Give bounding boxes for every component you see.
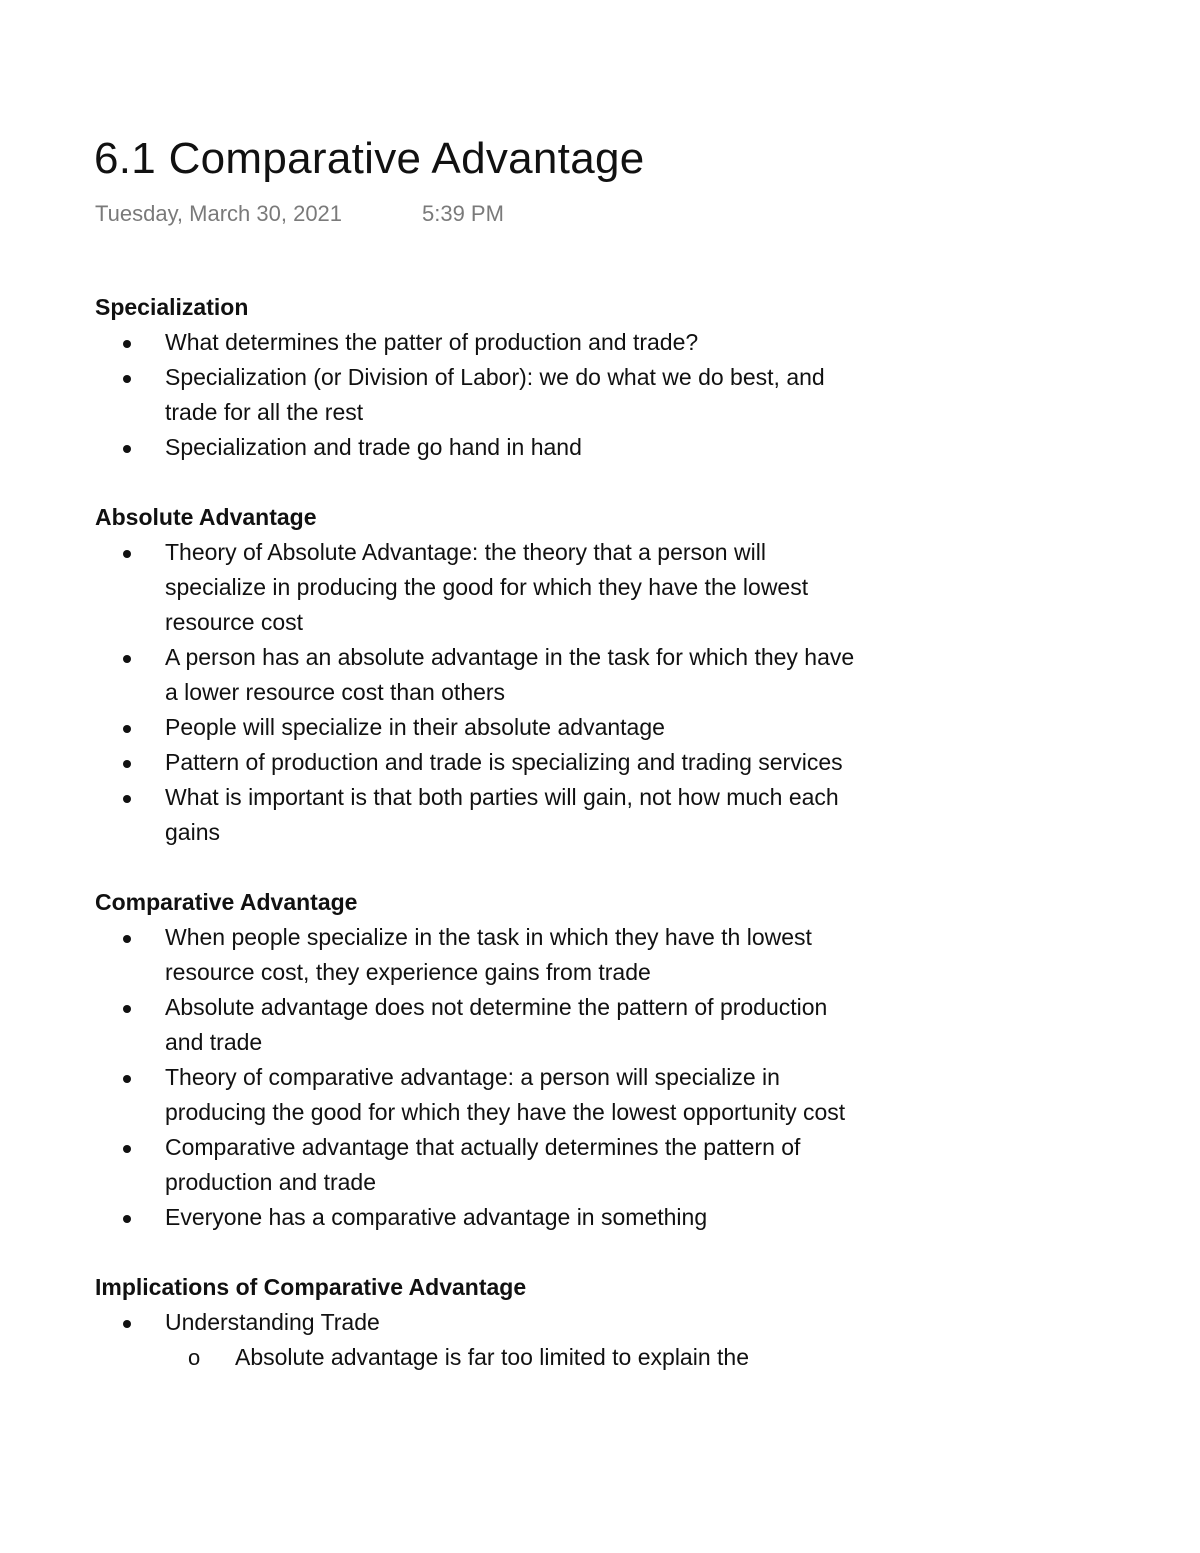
- sub-list-item: [188, 1340, 855, 1375]
- page-title: 6.1 Comparative Advantage: [94, 134, 645, 183]
- note-body: [95, 290, 855, 1410]
- bullet-icon: [123, 1320, 131, 1328]
- section-absolute-advantage: [95, 500, 855, 850]
- bullet-icon: [123, 1075, 131, 1083]
- sub-bullet-list: [165, 1340, 855, 1375]
- page-time: 5:39 PM: [422, 201, 504, 226]
- section-comparative-advantage: [95, 885, 855, 1235]
- bullet-icon: [123, 1005, 131, 1013]
- list-item-text: What is important is that both parties will gain, not how much each gains: [165, 784, 839, 845]
- bullet-list: [95, 325, 855, 465]
- bullet-icon: [123, 795, 131, 803]
- bullet-icon: [123, 760, 131, 768]
- bullet-list: [95, 920, 855, 1235]
- section-implications: [95, 1270, 855, 1375]
- list-item: [165, 1305, 855, 1375]
- list-item-text: What determines the patter of production and trade?: [165, 329, 699, 355]
- list-item-text: Specialization (or Division of Labor): we do what we do best, and trade for all the rest: [165, 364, 825, 425]
- page-timestamp: [95, 200, 504, 228]
- list-item-text: Theory of Absolute Advantage: the theory that a person will specialize in producing the good for which they have the lowest resource cost: [165, 539, 809, 635]
- section-specialization: [95, 290, 855, 465]
- list-item-text: A person has an absolute advantage in the task for which they have a lower resource cost than others: [165, 644, 855, 705]
- list-item: [165, 990, 855, 1060]
- list-item: [165, 360, 855, 430]
- list-item: [165, 920, 855, 990]
- bullet-icon: [123, 655, 131, 663]
- list-item: [165, 780, 855, 850]
- list-item: [165, 535, 855, 640]
- list-item: [165, 325, 855, 360]
- list-item-text: Theory of comparative advantage: a person will specialize in producing the good for which they have the lowest opportunity cost: [165, 1064, 846, 1125]
- list-item: [165, 1200, 855, 1235]
- bullet-icon: [123, 725, 131, 733]
- list-item-text: Specialization and trade go hand in hand: [165, 434, 582, 460]
- list-item-text: When people specialize in the task in which they have th lowest resource cost, they experience gains from trade: [165, 924, 812, 985]
- circle-bullet-icon: o: [188, 1345, 201, 1370]
- section-heading: Implications of Comparative Advantage: [95, 1274, 527, 1300]
- list-item: [165, 710, 855, 745]
- list-item-text: Everyone has a comparative advantage in something: [165, 1204, 708, 1230]
- bullet-icon: [123, 445, 131, 453]
- list-item-text: Absolute advantage does not determine the pattern of production and trade: [165, 994, 828, 1055]
- list-item-text: Comparative advantage that actually determines the pattern of production and trade: [165, 1134, 801, 1195]
- list-item-text: People will specialize in their absolute advantage: [165, 714, 665, 740]
- bullet-icon: [123, 935, 131, 943]
- bullet-icon: [123, 1145, 131, 1153]
- section-heading: Absolute Advantage: [95, 504, 317, 530]
- bullet-icon: [123, 375, 131, 383]
- page-date: Tuesday, March 30, 2021: [95, 201, 343, 226]
- list-item: [165, 640, 855, 710]
- list-item: [165, 430, 855, 465]
- bullet-icon: [123, 340, 131, 348]
- bullet-list: [95, 1305, 855, 1375]
- page-cutoff: [0, 1436, 1200, 1553]
- list-item: [165, 1060, 855, 1130]
- list-item-text: Understanding Trade: [165, 1309, 380, 1335]
- bullet-icon: [123, 1215, 131, 1223]
- list-item: [165, 745, 855, 780]
- section-heading: Comparative Advantage: [95, 889, 358, 915]
- list-item-text: Pattern of production and trade is specializing and trading services: [165, 749, 843, 775]
- sub-list-item-text: Absolute advantage is far too limited to explain the: [235, 1344, 749, 1370]
- list-item: [165, 1130, 855, 1200]
- section-heading: Specialization: [95, 294, 249, 320]
- bullet-list: [95, 535, 855, 850]
- bullet-icon: [123, 550, 131, 558]
